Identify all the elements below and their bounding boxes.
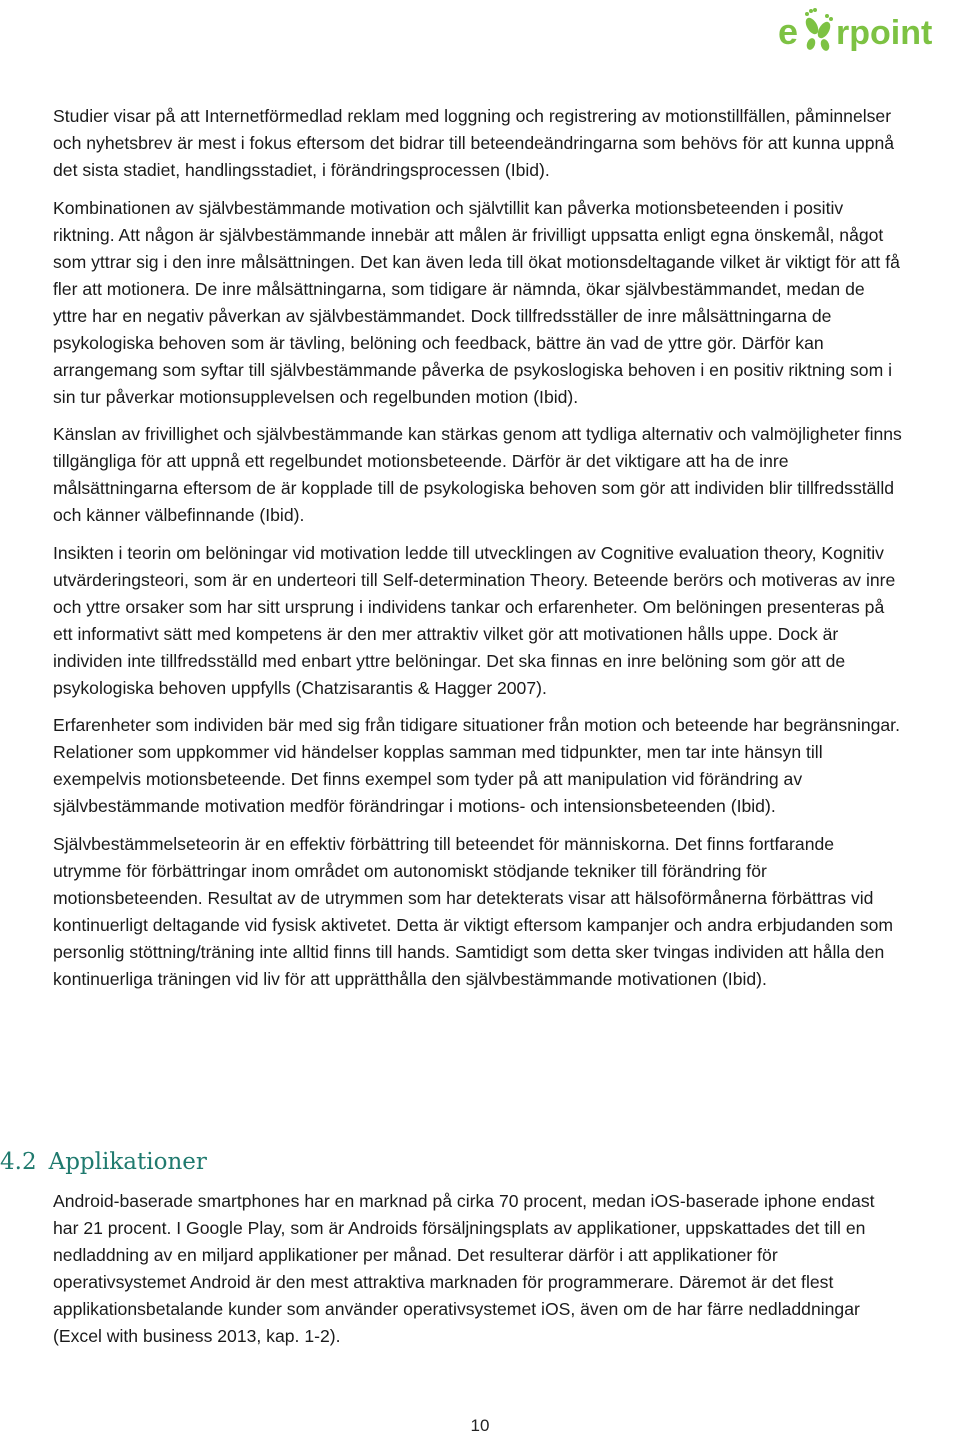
footprints-icon (803, 8, 833, 52)
page-number: 10 (470, 1416, 490, 1435)
section-heading (0, 1146, 207, 1178)
paragraph-4: Insikten i teorin om belöningar vid motivation ledde till utvecklingen av Cognitive evaluation theory, Kognitiv utvärderingsteori, som är en underteori till Self-determination Theory. Beteende berörs och motiveras av inre och yttre orsaker som har sitt ursprung i individens tankar och erfarenheter. Om belöningen presenteras på ett informativt sätt med kompetens är den mer attraktiv vilket gör att motivationen hålls uppe. Dock är individen inte tillfredsställd med enbart yttre belöningar. Det ska finnas en inre belöning som gör att de psykologiska behoven uppfylls (Chatzisarantis & Hagger 2007). (53, 542, 896, 698)
section-title: Applikationer (48, 1149, 207, 1175)
section-number: 4.2 (0, 1149, 37, 1175)
paragraph-1: Studier visar på att Internetförmedlad reklam med loggning och registrering av motionstillfällen, påminnelser och nyhetsbrev är mest i fokus eftersom det bidrar till beteendeändringarna som behövs för att kunna uppnå det sista stadiet, handlingsstadiet, i förändringsprocessen (Ibid). (53, 106, 895, 180)
section-paragraph: Android-baserade smartphones har en marknad på cirka 70 procent, medan iOS-baserade iphone endast har 21 procent. I Google Play, som är Androids försäljningsplats av applikationer, uppskattades det till en nedladdning av en miljard applikationer per månad. Det resulterar därför i att applikationer för operativsystemet Android är den mest attraktiva marknaden för programmerare. Däremot är det flest applikationsbetalande kunder som använder operativsystemet iOS, även om de har färre nedladdningar (Excel with business 2013, kap. 1-2). (53, 1191, 875, 1346)
paragraph-2: Kombinationen av självbestämmande motivation och självtillit kan påverka motionsbeteenden i positiv riktning. Att någon är självbestämmande innebär att målen är frivilligt uppsatta enligt egna önskemål, något som yttrar sig i den inre målsättningen. Det kan även leda till ökat motionsdeltagande vilket är viktigt för att få fler att motionera. De inre målsättningarna, som tidigare är nämnda, ökar självbestämmandet, medan de yttre har en negativ påverkan av självbestämmandet. Dock tillfredsställer de inre målsättningarna de psykologiska behoven som är tävling, belöning och feedback, bättre än vad de yttre gör. Därför kan arrangemang som syftar till självbestämmande påverka de psykoslogiska behoven i en positiv riktning som i sin tur påverkar motionsupplevelsen och regelbunden motion (Ibid). (53, 197, 900, 407)
section-body (53, 1188, 903, 1361)
logo-text-tail: rpoint (836, 14, 933, 52)
paragraph-5: Erfarenheter som individen bär med sig från tidigare situationer från motion och beteende har begränsningar. Relationer som uppkommer vid händelser kopplas samman med tidpunkter, men tar inte hänsyn till exempelvis motionsbeteende. Det finns exempel som tyder på att manipulation vid förändring av självbestämmande motivation medför förändringar i motions- och intensionsbeteenden (Ibid). (53, 715, 900, 816)
svg-text:e: e (778, 11, 799, 52)
paragraph-3: Känslan av frivillighet och självbestämmande kan stärkas genom att tydliga alternativ och valmöjligheter finns tillgängliga för att uppnå ett regelbundet motionsbeteende. Därför är det viktigare att ha de inre målsättningarna eftersom de är kopplade till de psykologiska behoven som gör att individen blir tillfredsställd och känner välbefinnande (Ibid). (53, 424, 902, 525)
document-body (53, 103, 903, 1003)
paragraph-6: Självbestämmelseteorin är en effektiv förbättring till beteendet för människorna. Det finns fortfarande utrymme för förbättringar inom området om autonomiskt stödjande tekniker till förändring för motionsbeteenden. Resultat av de utrymmen som har detekterats visar att hälsoförmånerna förbättras vid kontinuerligt deltagande vid fysisk aktivetet. Detta är viktigt eftersom kampanjer och andra erbjudanden som personlig stöttning/träning inte alltid finns till hands. Samtidigt som detta sker tvingas individen att hålla den kontinuerliga träningen vid liv för att upprätthålla den självbestämmande motivationen (Ibid). (53, 833, 894, 989)
exrpoint-logo (778, 4, 954, 54)
